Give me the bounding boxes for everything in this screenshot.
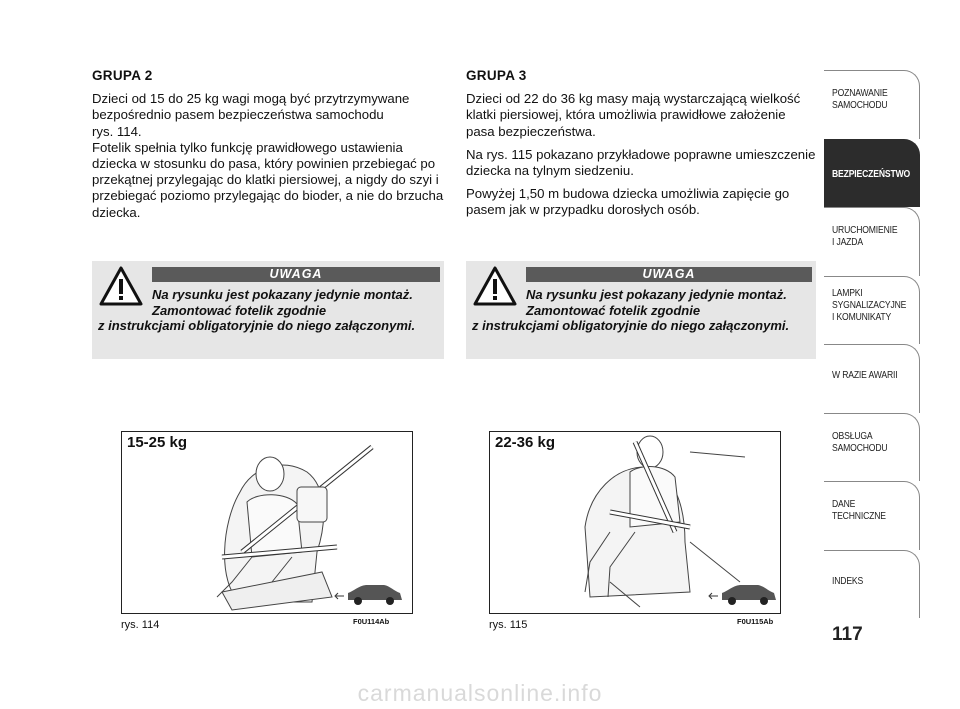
tab-label: INDEKS	[832, 574, 864, 587]
figure-caption: rys. 115	[489, 619, 528, 631]
warning-text: Na rysunku jest pokazany jedynie montaż. Zamontować fotelik zgodnie	[152, 287, 413, 318]
tab-obsluga-samochodu[interactable]	[824, 413, 920, 482]
paragraph-grupa-3-3: Powyżej 1,50 m budowa dziecka umożliwia zapięcie go pasem jak w przypadku dorosłych osób.	[466, 186, 790, 218]
heading-grupa-2: GRUPA 2	[92, 68, 153, 83]
figure-weight-label: 15-25 kg	[127, 434, 188, 451]
figure-child-seat-belt	[489, 431, 781, 614]
figure-code: F0U114Ab	[353, 617, 390, 626]
tab-label: W RAZIE AWARII	[832, 369, 898, 381]
section-grupa-2	[92, 68, 444, 228]
car-icon	[709, 585, 776, 605]
warning-text-continued: z instrukcjami obligatoryjnie do niego załączonymi.	[472, 318, 790, 333]
warning-text: Na rysunku jest pokazany jedynie montaż. Zamontować fotelik zgodnie	[526, 287, 787, 318]
tab-lampki-sygnalizacyjne[interactable]	[824, 276, 920, 345]
tab-uruchomienie-i-jazda[interactable]	[824, 207, 920, 276]
chapter-tabs	[824, 70, 920, 618]
tab-label: LAMPKI SYGNALIZACYJNE I KOMUNIKATY	[832, 286, 907, 323]
paragraph-grupa-3-2: Na rys. 115 pokazano przykładowe poprawne umieszczenie dziecka na tylnym siedzeniu.	[466, 146, 816, 179]
tab-label: OBSŁUGA SAMOCHODU	[832, 429, 888, 454]
tab-label: POZNAWANIE SAMOCHODU	[832, 87, 888, 111]
warning-triangle-icon	[473, 266, 517, 306]
paragraph-grupa-3-1: Dzieci od 22 do 36 kg masy mają wystarczającą wielkość klatki piersiowej, która umożliwia prawidłowe założenie pasa bezpieczeństwa.	[466, 91, 801, 139]
warning-title: UWAGA	[526, 267, 812, 282]
child-belt-illustration	[490, 432, 780, 613]
section-grupa-3	[466, 68, 816, 226]
figure-weight-label: 22-36 kg	[495, 434, 556, 451]
warning-box-left	[92, 261, 444, 359]
figure-code: F0U115Ab	[737, 617, 774, 626]
tab-label: URUCHOMIENIE I JAZDA	[832, 224, 898, 248]
warning-triangle-icon	[99, 266, 143, 306]
figure-child-booster-seat	[121, 431, 413, 614]
warning-title: UWAGA	[152, 267, 440, 282]
heading-grupa-3: GRUPA 3	[466, 68, 527, 83]
tab-label: BEZPIECZEŃSTWO	[832, 167, 911, 180]
car-icon	[335, 585, 402, 605]
tab-dane-techniczne[interactable]	[824, 481, 920, 550]
tab-indeks[interactable]	[824, 550, 920, 619]
paragraph-grupa-2: Dzieci od 15 do 25 kg wagi mogą być przytrzymywane bezpośrednio pasem bezpieczeństwa samochodu rys. 114. Fotelik spełnia tylko funkcję prawidłowego ustawienia dziecka w stosunku do pasa, który powinien przebiegać po przekątnej przylegając do klatki piersiowej, a nigdy do szyi i przebiegać poziomo przylegając do bioder, a nie do brzucha dziecka.	[92, 91, 444, 220]
watermark: carmanualsonline.info	[357, 680, 603, 706]
tab-poznawanie-samochodu[interactable]	[824, 70, 920, 139]
tab-label: DANE TECHNICZNE	[832, 498, 886, 522]
tab-bezpieczenstwo[interactable]	[824, 139, 920, 208]
page-number: 117	[832, 624, 863, 645]
child-seat-illustration	[122, 432, 412, 613]
warning-text-continued: z instrukcjami obligatoryjnie do niego załączonymi.	[98, 318, 416, 333]
figure-caption: rys. 114	[121, 619, 160, 631]
warning-box-right	[466, 261, 816, 359]
tab-w-razie-awarii[interactable]	[824, 344, 920, 413]
